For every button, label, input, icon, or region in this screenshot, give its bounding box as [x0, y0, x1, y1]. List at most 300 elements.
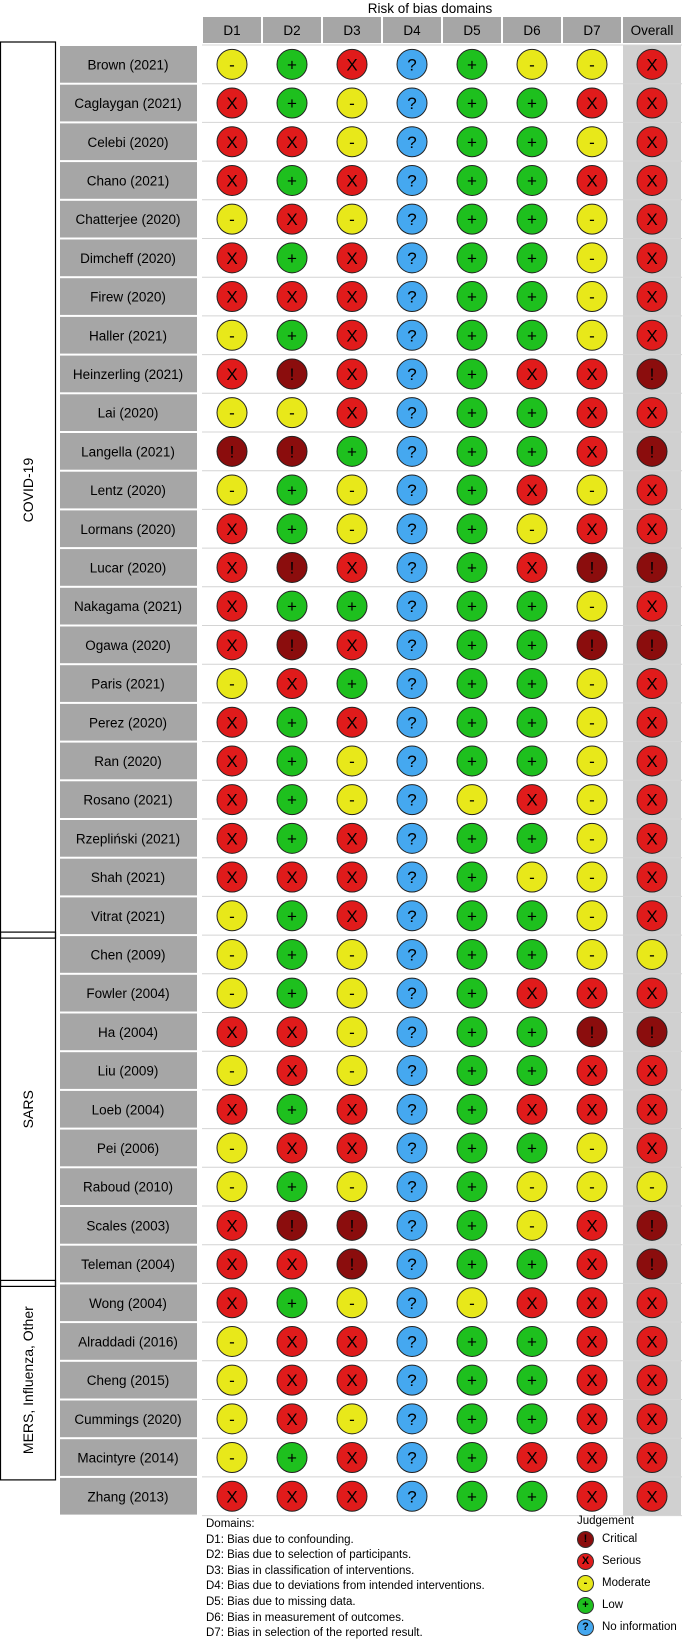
judgement-symbol: ?	[407, 1293, 417, 1313]
judgement-symbol: +	[467, 248, 477, 268]
judgement-symbol: +	[287, 481, 297, 501]
judgement-symbol: +	[287, 171, 297, 191]
judgement-serious-icon	[337, 1365, 367, 1395]
judgement-symbol: X	[526, 1293, 538, 1313]
judgement-symbol: X	[226, 364, 238, 384]
judgement-symbol: ?	[407, 171, 417, 191]
judgement-noinfo-icon	[397, 127, 427, 157]
judgement-noinfo-icon	[397, 901, 427, 931]
judgement-legend-label: Critical	[602, 1533, 638, 1545]
judgement-serious-icon	[517, 475, 547, 505]
domain-d5-description: D5: Bias due to missing data.	[206, 1595, 356, 1608]
judgement-symbol: ?	[407, 790, 417, 810]
judgement-low-icon	[517, 1481, 547, 1511]
judgement-low-icon	[457, 1443, 487, 1473]
judgement-low-icon	[457, 669, 487, 699]
judgement-serious-icon	[637, 707, 667, 737]
judgement-moderate-icon	[517, 49, 547, 79]
judgement-noinfo-icon	[397, 1365, 427, 1395]
study-label: Wong (2004)	[89, 1295, 167, 1311]
judgement-symbol: -	[349, 94, 355, 114]
judgement-serious-icon	[217, 243, 247, 273]
judgement-low-icon	[517, 88, 547, 118]
judgement-noinfo-icon	[397, 1404, 427, 1434]
judgement-serious-icon	[577, 1443, 607, 1473]
judgement-symbol: -	[349, 945, 355, 965]
judgement-low-icon	[457, 1056, 487, 1086]
judgement-symbol: +	[467, 287, 477, 307]
judgement-serious-icon	[637, 1326, 667, 1356]
judgement-symbol: X	[226, 1022, 238, 1042]
judgement-symbol: X	[346, 829, 358, 849]
judgement-symbol: -	[589, 868, 595, 888]
judgement-low-icon	[277, 165, 307, 195]
judgement-low-icon	[277, 591, 307, 621]
judgement-symbol: -	[589, 1177, 595, 1197]
judgement-low-icon	[457, 978, 487, 1008]
judgement-serious-icon	[217, 359, 247, 389]
judgement-symbol: X	[226, 1216, 238, 1236]
judgement-symbol: ?	[407, 326, 417, 346]
judgement-symbol: X	[646, 403, 658, 423]
judgement-symbol: X	[346, 287, 358, 307]
judgement-symbol: X	[286, 1061, 298, 1081]
study-label: Pei (2006)	[96, 1140, 160, 1156]
judgement-serious-icon	[577, 1056, 607, 1086]
judgement-symbol: X	[646, 326, 658, 346]
judgement-moderate-icon	[577, 127, 607, 157]
judgement-serious-icon	[577, 1481, 607, 1511]
judgement-noinfo-icon	[397, 1249, 427, 1279]
judgement-low-icon	[457, 823, 487, 853]
judgement-low-icon	[517, 591, 547, 621]
judgement-symbol: +	[287, 713, 297, 733]
judgement-critical-icon	[277, 630, 307, 660]
judgement-symbol: -	[349, 519, 355, 539]
judgement-low-icon	[457, 1210, 487, 1240]
judgement-symbol: -	[529, 1216, 535, 1236]
judgement-serious-icon	[277, 282, 307, 312]
judgement-low-icon	[457, 514, 487, 544]
judgement-low-icon	[457, 707, 487, 737]
judgement-symbol: +	[467, 1448, 477, 1468]
judgement-symbol: !	[589, 558, 595, 578]
judgement-low-icon	[517, 823, 547, 853]
judgement-moderate-icon	[337, 1288, 367, 1318]
judgement-moderate-icon	[577, 746, 607, 776]
judgement-moderate-icon	[517, 1172, 547, 1202]
judgement-serious-icon	[217, 591, 247, 621]
judgement-symbol: -	[469, 1293, 475, 1313]
judgement-symbol: +	[527, 326, 537, 346]
judgement-symbol: X	[646, 1409, 658, 1429]
domain-d6-description: D6: Bias in measurement of outcomes.	[206, 1611, 405, 1624]
judgement-serious-icon	[637, 1094, 667, 1124]
judgement-serious-icon	[517, 1443, 547, 1473]
judgement-critical-icon	[577, 630, 607, 660]
judgement-critical-icon	[217, 436, 247, 466]
judgement-serious-icon	[277, 862, 307, 892]
judgement-symbol: -	[589, 287, 595, 307]
study-label: Nakagama (2021)	[73, 599, 183, 615]
judgement-symbol: ?	[407, 868, 417, 888]
judgement-serious-icon	[337, 49, 367, 79]
domain-d4-description: D4: Bias due to deviations from intended interventions.	[206, 1580, 485, 1593]
judgement-serious-icon	[637, 204, 667, 234]
judgement-serious-icon	[217, 1481, 247, 1511]
judgement-symbol: X	[286, 1371, 298, 1391]
judgement-symbol: -	[349, 481, 355, 501]
study-label: Ha (2004)	[97, 1024, 159, 1040]
judgement-symbol: X	[646, 1293, 658, 1313]
judgement-symbol: +	[527, 1371, 537, 1391]
judgement-low-icon	[277, 1288, 307, 1318]
judgement-symbol: +	[527, 1409, 537, 1429]
judgement-noinfo-icon	[397, 165, 427, 195]
study-label: Firew (2020)	[90, 289, 166, 305]
judgement-symbol: X	[346, 1138, 358, 1158]
study-label: Vitrat (2021)	[90, 908, 166, 924]
judgement-low-icon	[517, 282, 547, 312]
judgement-symbol: X	[226, 868, 238, 888]
judgement-low-icon	[517, 939, 547, 969]
row-grid	[202, 45, 682, 1516]
judgement-serious-icon	[217, 1017, 247, 1047]
judgement-serious-icon	[637, 862, 667, 892]
judgement-symbol: ?	[407, 751, 417, 771]
judgement-symbol: +	[527, 906, 537, 926]
judgement-symbol: X	[226, 1293, 238, 1313]
judgement-symbol: X	[346, 1448, 358, 1468]
judgement-symbol: X	[346, 713, 358, 733]
column-header-d7: D7	[583, 23, 601, 38]
domain-d3-description: D3: Bias in classification of interventions.	[206, 1564, 415, 1577]
judgement-noinfo-icon	[397, 552, 427, 582]
study-label: Lentz (2020)	[90, 483, 166, 499]
judgement-moderate-icon	[217, 1326, 247, 1356]
study-label: Lormans (2020)	[80, 521, 176, 537]
judgement-symbol: +	[287, 597, 297, 617]
judgement-symbol: -	[229, 326, 235, 346]
judgement-symbol: !	[589, 635, 595, 655]
judgement-low-icon	[457, 127, 487, 157]
judgement-symbol: +	[467, 171, 477, 191]
domain-d2-description: D2: Bias due to selection of participants.	[206, 1549, 412, 1562]
judgement-low-icon: +	[577, 1597, 594, 1614]
study-label: Paris (2021)	[91, 676, 165, 692]
judgement-symbol: X	[646, 674, 658, 694]
judgement-moderate-icon	[577, 320, 607, 350]
judgement-moderate-icon	[517, 1210, 547, 1240]
judgement-symbol: +	[347, 674, 357, 694]
judgement-symbol: -	[529, 868, 535, 888]
judgement-symbol: X	[526, 790, 538, 810]
judgement-symbol: -	[589, 829, 595, 849]
judgement-symbol: !	[649, 1216, 655, 1236]
study-label: Rzepliński (2021)	[75, 831, 181, 847]
judgement-symbol: +	[287, 94, 297, 114]
judgement-noinfo-icon	[397, 282, 427, 312]
judgement-symbol: -	[529, 519, 535, 539]
judgement-symbol: -	[229, 1448, 235, 1468]
judgement-symbol: X	[586, 403, 598, 423]
judgement-serious-icon	[517, 1288, 547, 1318]
judgement-symbol: -	[589, 713, 595, 733]
judgement-moderate-icon	[337, 939, 367, 969]
judgement-serious-icon	[637, 746, 667, 776]
judgement-noinfo-icon	[397, 514, 427, 544]
judgement-low-icon	[277, 49, 307, 79]
judgement-low-icon	[337, 436, 367, 466]
judgement-moderate-icon	[577, 591, 607, 621]
judgement-symbol: +	[467, 326, 477, 346]
judgement-low-icon	[517, 204, 547, 234]
judgement-symbol: X	[346, 635, 358, 655]
judgement-low-icon	[457, 552, 487, 582]
judgement-symbol: X	[526, 984, 538, 1004]
judgement-noinfo-icon	[397, 1210, 427, 1240]
judgement-serious-icon	[337, 398, 367, 428]
judgement-symbol: !	[349, 1216, 355, 1236]
judgement-low-icon	[457, 1172, 487, 1202]
judgement-symbol: X	[646, 1371, 658, 1391]
judgement-moderate-icon	[217, 1365, 247, 1395]
judgement-moderate-icon	[577, 282, 607, 312]
judgement-low-icon	[457, 359, 487, 389]
judgement-symbol: +	[467, 984, 477, 1004]
judgement-low-icon	[277, 823, 307, 853]
judgement-serious-icon	[217, 707, 247, 737]
judgement-moderate-icon	[337, 88, 367, 118]
judgement-symbol: +	[527, 287, 537, 307]
judgement-symbol: ?	[407, 1100, 417, 1120]
judgement-moderate-icon	[637, 1172, 667, 1202]
judgement-symbol: +	[467, 1100, 477, 1120]
judgement-low-icon	[457, 165, 487, 195]
judgement-symbol: X	[346, 868, 358, 888]
judgement-low-icon	[457, 1404, 487, 1434]
study-label: Ogawa (2020)	[85, 637, 171, 653]
judgement-symbol: -	[349, 751, 355, 771]
judgement-symbol: -	[229, 481, 235, 501]
judgement-noinfo-icon: ?	[577, 1619, 594, 1636]
judgement-symbol: +	[287, 1448, 297, 1468]
judgement-symbol: -	[229, 674, 235, 694]
judgement-symbol: ?	[407, 364, 417, 384]
judgement-symbol: -	[589, 326, 595, 346]
judgement-symbol: -	[229, 1177, 235, 1197]
judgement-low-icon	[517, 707, 547, 737]
judgement-symbol: ?	[407, 1332, 417, 1352]
judgement-symbol: +	[287, 829, 297, 849]
judgement-legend-item-low	[577, 1595, 623, 1615]
judgement-symbol: ?	[407, 132, 417, 152]
judgement-symbol: +	[467, 1177, 477, 1197]
judgement-serious-icon	[337, 1481, 367, 1511]
judgement-symbol: X	[286, 287, 298, 307]
judgement-symbol: +	[287, 751, 297, 771]
judgement-low-icon	[517, 436, 547, 466]
judgement-serious-icon	[337, 1094, 367, 1124]
domains-legend	[206, 1517, 485, 1642]
judgement-symbol: X	[226, 751, 238, 771]
judgement-serious-icon	[577, 1326, 607, 1356]
judgement-serious-icon	[337, 282, 367, 312]
judgement-symbol: +	[467, 1255, 477, 1275]
judgement-noinfo-icon	[397, 88, 427, 118]
judgement-serious-icon	[577, 1094, 607, 1124]
judgement-low-icon	[457, 1017, 487, 1047]
judgement-serious-icon	[277, 669, 307, 699]
judgement-symbol: +	[467, 1371, 477, 1391]
judgement-moderate-icon	[577, 785, 607, 815]
judgement-serious-icon	[517, 978, 547, 1008]
study-label: Brown (2021)	[87, 57, 169, 73]
judgement-symbol: X	[646, 1448, 658, 1468]
judgement-legend-item-noinfo	[577, 1617, 677, 1637]
judgement-symbol: X	[346, 55, 358, 75]
judgement-symbol: +	[467, 1216, 477, 1236]
judgement-low-icon	[517, 320, 547, 350]
judgement-moderate-icon	[337, 746, 367, 776]
judgement-serious-icon	[277, 1249, 307, 1279]
judgement-symbol: X	[586, 1100, 598, 1120]
judgement-symbol: X	[646, 519, 658, 539]
judgement-symbol: -	[229, 1332, 235, 1352]
judgement-symbol: !	[289, 635, 295, 655]
judgement-symbol: -	[349, 1293, 355, 1313]
judgement-symbol: +	[527, 829, 537, 849]
judgement-low-icon	[277, 746, 307, 776]
judgement-noinfo-icon	[397, 359, 427, 389]
judgement-symbol: !	[289, 558, 295, 578]
judgement-symbol: ?	[407, 674, 417, 694]
judgement-symbol: X	[646, 1100, 658, 1120]
column-header-d2: D2	[283, 23, 301, 38]
judgement-serious-icon	[217, 165, 247, 195]
judgement-low-icon	[517, 243, 547, 273]
judgement-noinfo-icon	[397, 204, 427, 234]
judgement-symbol: X	[646, 868, 658, 888]
judgement-noinfo-icon	[397, 1326, 427, 1356]
judgement-symbol: ?	[407, 1371, 417, 1391]
judgement-serious-icon	[337, 901, 367, 931]
judgement-symbol: X	[226, 248, 238, 268]
judgement-symbol: ?	[407, 55, 417, 75]
domains-legend-title: Domains:	[206, 1518, 255, 1530]
judgement-serious-icon	[217, 630, 247, 660]
study-label: Raboud (2010)	[82, 1179, 174, 1195]
judgement-serious-icon	[637, 1404, 667, 1434]
judgement-noinfo-icon	[397, 1094, 427, 1124]
judgement-symbol: X	[646, 751, 658, 771]
judgement-moderate-icon	[217, 901, 247, 931]
judgement-moderate-icon	[217, 1056, 247, 1086]
judgement-symbol: +	[467, 1061, 477, 1081]
judgement-noinfo-icon	[397, 1443, 427, 1473]
study-label: Lucar (2020)	[89, 560, 167, 576]
judgement-symbol: -	[469, 790, 475, 810]
judgement-symbol: X	[586, 1448, 598, 1468]
judgement-symbol: X	[526, 1100, 538, 1120]
judgement-low-icon	[457, 282, 487, 312]
judgement-moderate-icon	[577, 204, 607, 234]
judgement-symbol: -	[589, 1138, 595, 1158]
judgement-symbol: X	[286, 1255, 298, 1275]
judgement-symbol: -	[349, 132, 355, 152]
judgement-symbol: -	[229, 403, 235, 423]
judgement-serious-icon	[637, 785, 667, 815]
judgement-low-icon	[457, 204, 487, 234]
judgement-symbol: X	[586, 1332, 598, 1352]
judgement-moderate-icon	[517, 514, 547, 544]
judgement-symbol: +	[527, 132, 537, 152]
judgement-serious-icon	[637, 243, 667, 273]
judgement-symbol: X	[646, 132, 658, 152]
judgement-serious-icon	[637, 165, 667, 195]
judgement-serious-icon	[277, 1017, 307, 1047]
judgement-symbol: +	[467, 442, 477, 462]
judgement-low-icon	[277, 514, 307, 544]
judgement-serious-icon	[277, 1404, 307, 1434]
judgement-low-icon	[457, 1249, 487, 1279]
judgement-symbol: X	[226, 1255, 238, 1275]
judgement-moderate-icon	[337, 1172, 367, 1202]
judgement-symbol: X	[286, 132, 298, 152]
domain-d7-description: D7: Bias in selection of the reported result.	[206, 1627, 423, 1640]
judgement-noinfo-icon	[397, 939, 427, 969]
judgement-serious-icon	[337, 165, 367, 195]
judgement-symbol: +	[527, 635, 537, 655]
judgement-symbol: X	[346, 1371, 358, 1391]
judgement-legend-label: Low	[602, 1599, 624, 1611]
judgement-serious-icon	[217, 1249, 247, 1279]
judgement-symbol: !	[229, 442, 235, 462]
judgement-symbol: +	[467, 132, 477, 152]
judgement-moderate-icon	[337, 475, 367, 505]
judgement-symbol: +	[467, 674, 477, 694]
judgement-symbol: ?	[407, 519, 417, 539]
judgement-symbol: X	[526, 1448, 538, 1468]
judgement-critical-icon	[577, 1017, 607, 1047]
study-label: Teleman (2004)	[81, 1257, 175, 1273]
judgement-moderate-icon	[337, 1404, 367, 1434]
judgement-low-icon	[337, 591, 367, 621]
judgement-moderate-icon	[217, 669, 247, 699]
judgement-symbol: !	[649, 1255, 655, 1275]
judgement-moderate-icon	[517, 862, 547, 892]
judgement-symbol: ?	[407, 945, 417, 965]
judgement-low-icon	[517, 1404, 547, 1434]
judgement-symbol: +	[527, 1138, 537, 1158]
judgement-critical-icon	[637, 630, 667, 660]
judgement-symbol: ?	[407, 403, 417, 423]
judgement-symbol: +	[467, 364, 477, 384]
judgement-low-icon	[457, 1133, 487, 1163]
judgement-symbol: +	[347, 442, 357, 462]
judgement-symbol: X	[286, 1487, 298, 1507]
judgement-low-icon	[457, 1094, 487, 1124]
judgement-symbol: -	[589, 210, 595, 230]
judgement-moderate-icon	[217, 1133, 247, 1163]
study-label: Dimcheff (2020)	[80, 250, 176, 266]
judgement-serious-icon	[337, 1326, 367, 1356]
judgement-symbol: X	[286, 674, 298, 694]
judgement-symbol: -	[229, 945, 235, 965]
judgement-serious-icon	[217, 282, 247, 312]
judgement-noinfo-icon	[397, 630, 427, 660]
judgement-symbol: -	[349, 210, 355, 230]
